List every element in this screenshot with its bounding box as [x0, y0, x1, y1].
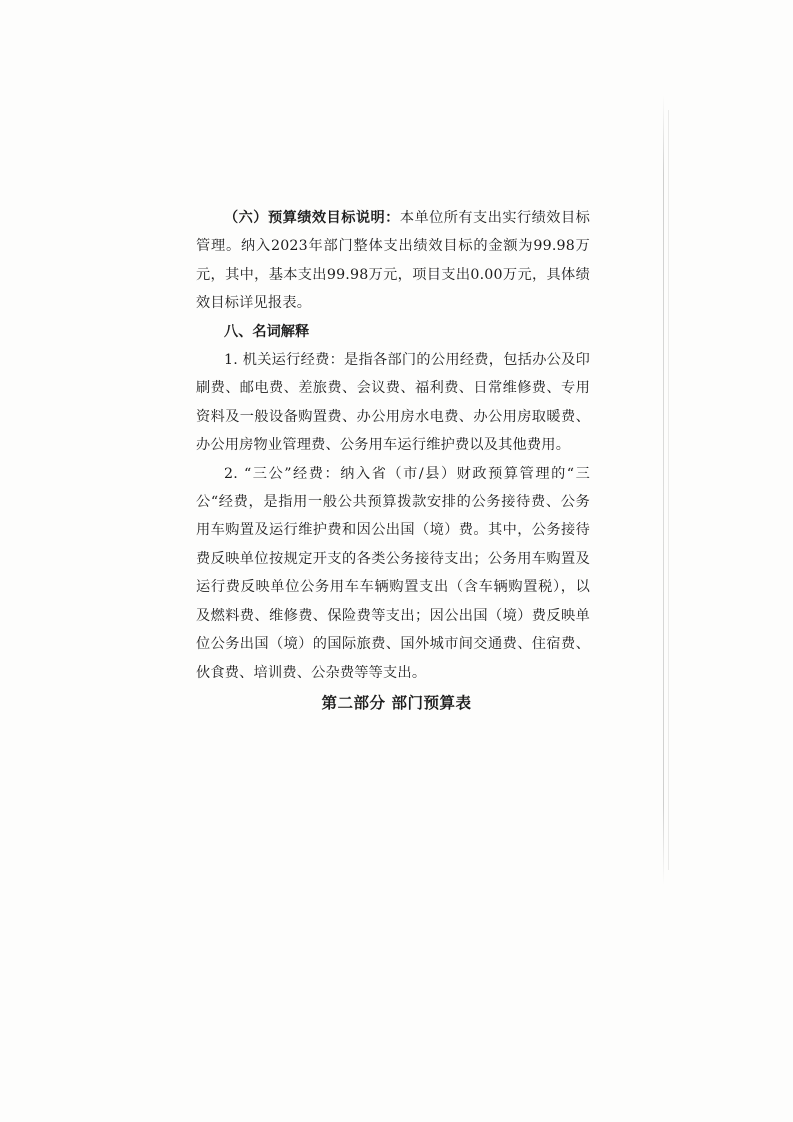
scan-edge-line	[663, 95, 664, 885]
glossary-section-title: 八、名词解释	[224, 323, 310, 340]
performance-target-paragraph	[196, 204, 590, 318]
performance-target-heading: （六）预算绩效目标说明：	[224, 210, 400, 226]
glossary-item-three-public-expenses: 2. “三公”经费：纳入省（市/县）财政预算管理的“三公“经费，是指用一般公共预算拨款安排的公务接待费、公务用车购置及运行维护费和因公出国（境）费。其中，公务接待费反映单位按规定开支的各类公务接待支出；公务用车购置及运行费反映单位公务用车车辆购置支出（含车辆购置税），以及燃料费、维修费、保险费等支出；因公出国（境）费反映单位公务出国（境）的国际旅费、国外城市间交通费、住宿费、伙食费、培训费、公杂费等等支出。	[196, 465, 590, 681]
scan-edge-line-secondary	[668, 110, 669, 870]
part-two-title: 第二部分 部门预算表	[321, 694, 472, 712]
document-body	[196, 204, 590, 687]
glossary-item-operating-expenses: 1. 机关运行经费：是指各部门的公用经费，包括办公及印刷费、邮电费、差旅费、会议费、福利费、日常维修费、专用资料及一般设备购置费、办公用房水电费、办公用房取暖费、办公用房物业管理费、公务用车运行维护费以及其他费用。	[196, 352, 590, 454]
performance-target-text: 本单位所有支出实行绩效目标管理。纳入2023年部门整体支出绩效目标的金额为99.98万元，其中，基本支出99.98万元，项目支出0.00万元，具体绩效目标详见报表。	[196, 210, 590, 312]
